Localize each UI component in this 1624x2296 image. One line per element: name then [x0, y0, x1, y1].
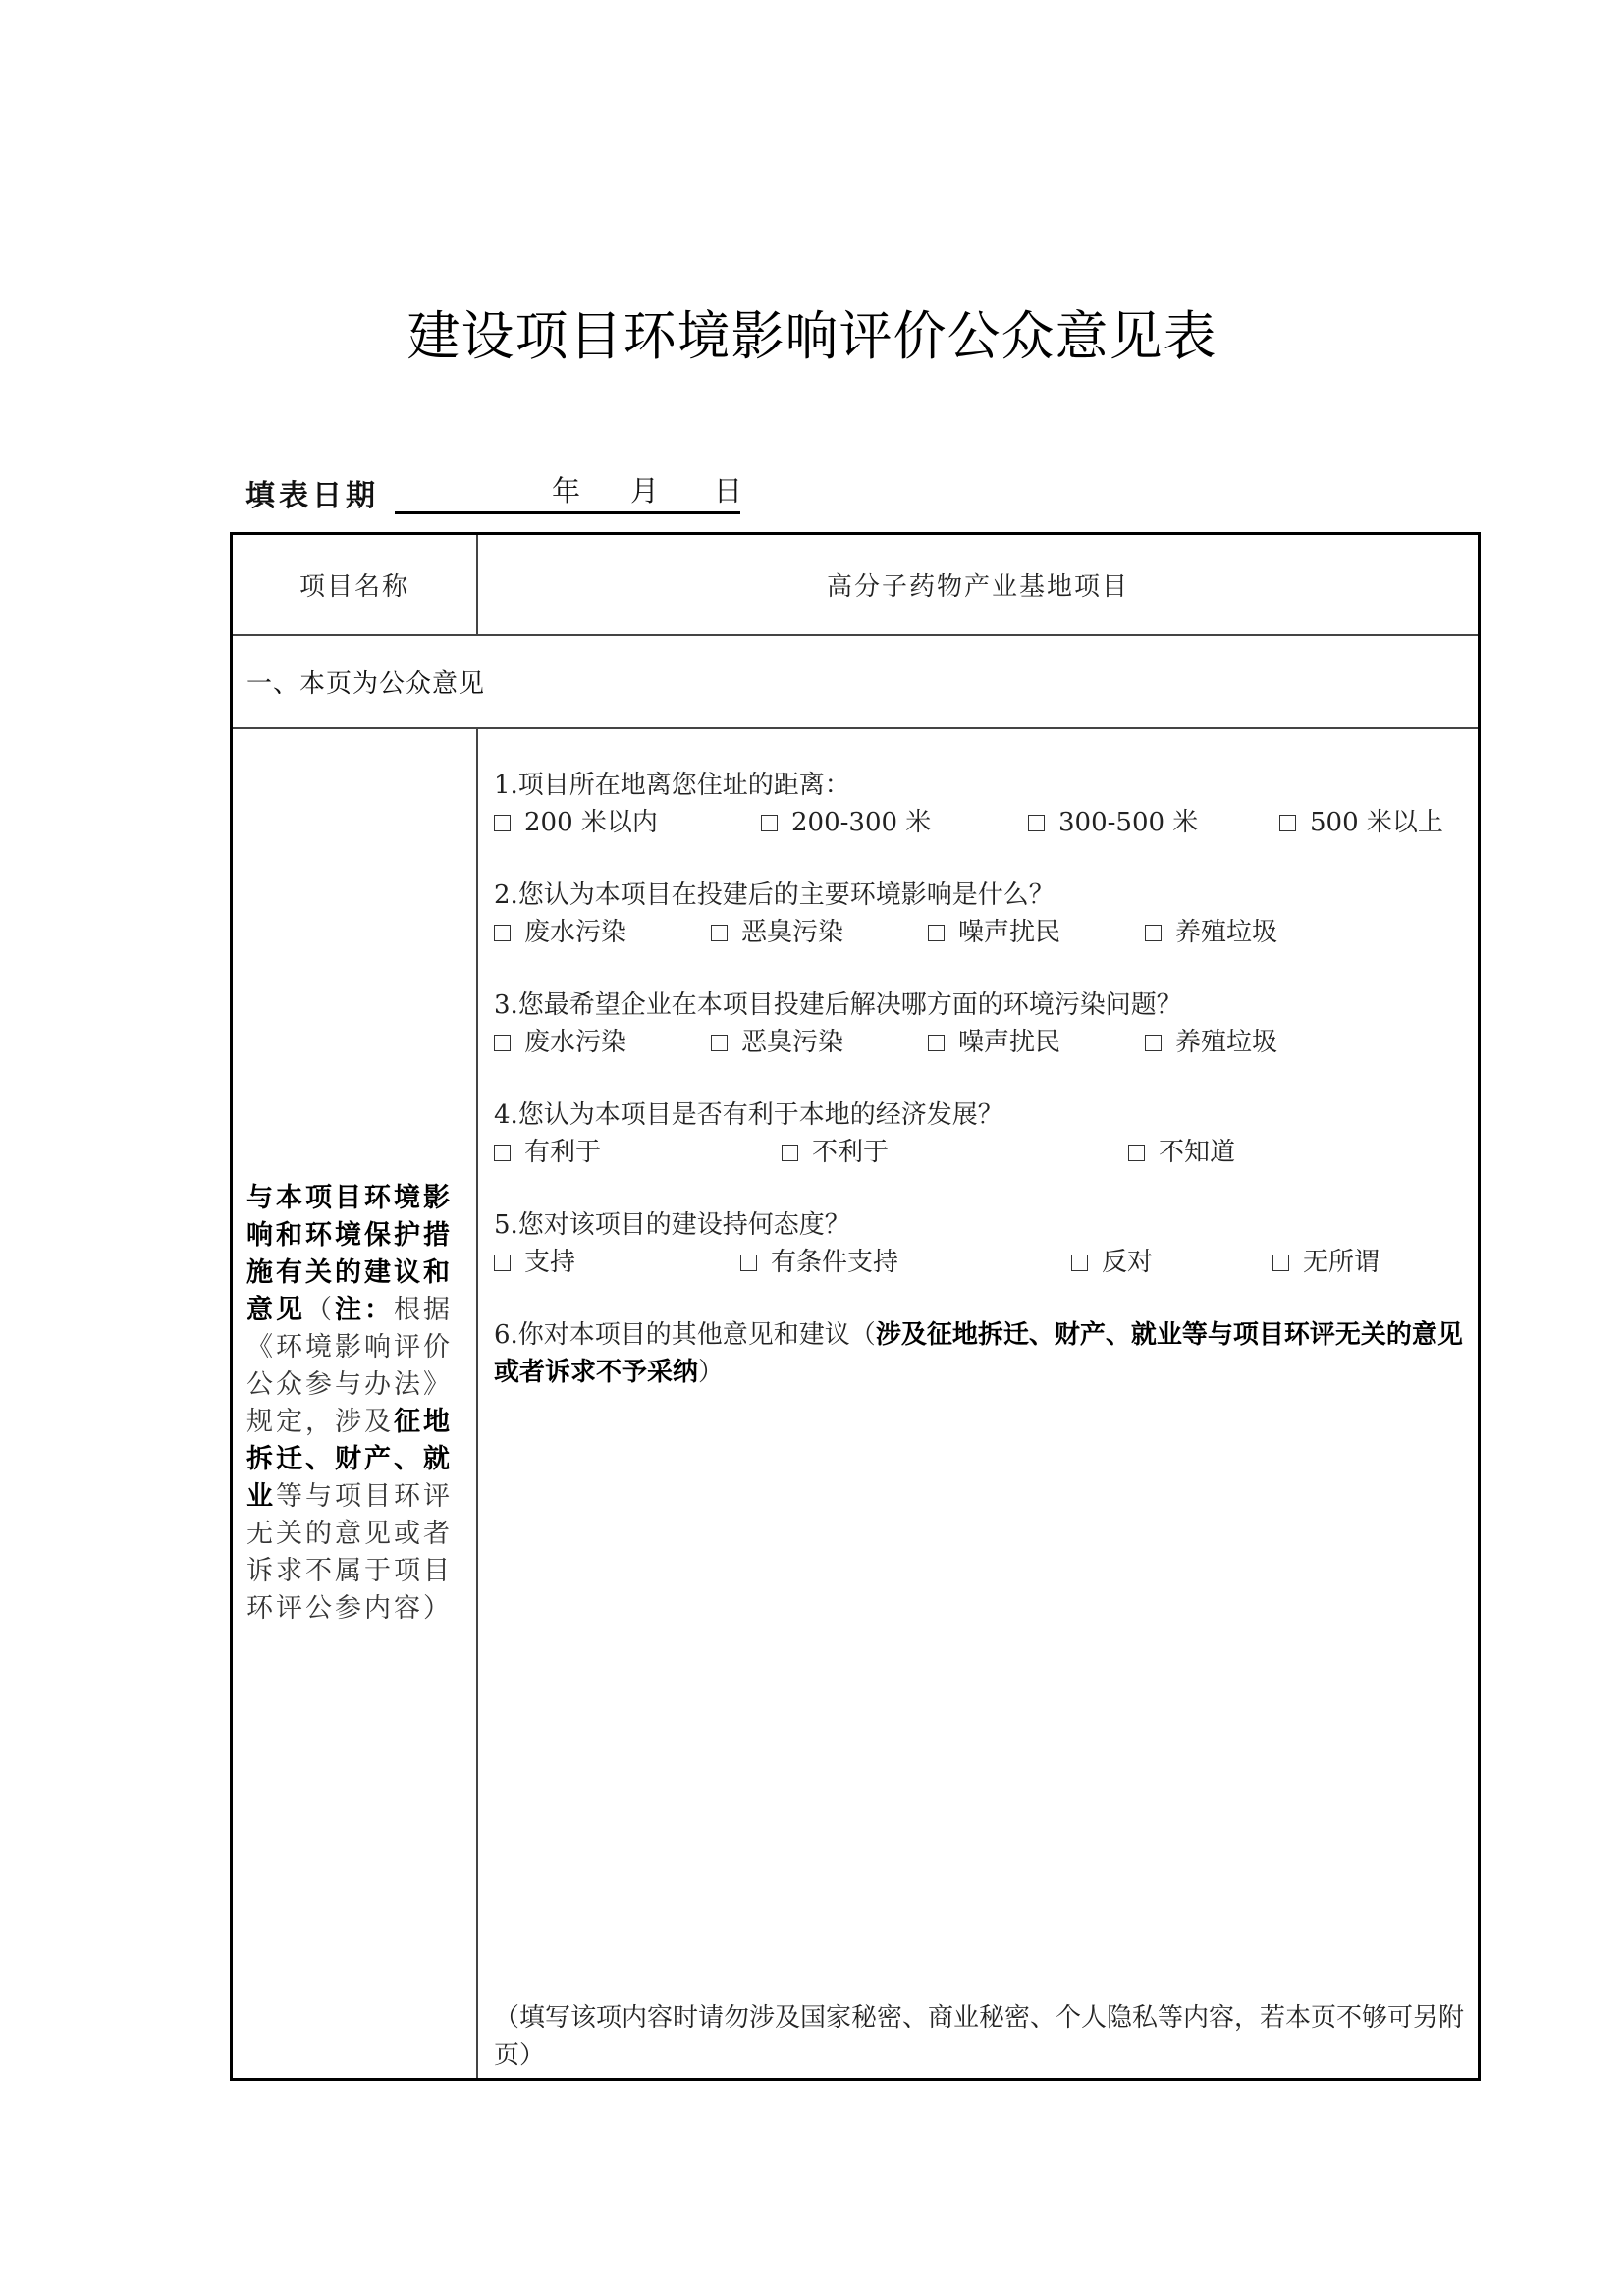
checkbox-icon[interactable]: [494, 925, 511, 941]
fill-date-field[interactable]: [395, 470, 743, 514]
q3-option-4[interactable]: [1145, 1024, 1362, 1061]
date-year-label: 年: [552, 474, 581, 507]
option-label: 200 米以内: [524, 808, 658, 837]
form-title: 建设项目环境影响评价公众意见表: [406, 305, 1218, 367]
q4-option-3[interactable]: [1128, 1134, 1235, 1171]
other-opinions-answer-area[interactable]: [494, 1416, 1466, 1970]
option-label: 有条件支持: [771, 1248, 899, 1277]
question-1: [494, 767, 1466, 841]
q5-option-4[interactable]: [1272, 1244, 1380, 1281]
option-label: 300-500 米: [1058, 808, 1199, 837]
question-5-text: 5.您对该项目的建设持何态度？: [494, 1210, 850, 1240]
question-4: [494, 1096, 1466, 1171]
side-note-note-label: 注：: [335, 1295, 394, 1325]
checkbox-icon[interactable]: [761, 815, 778, 831]
option-label: 噪声扰民: [958, 1028, 1061, 1057]
question-6-close: ）: [698, 1358, 725, 1387]
q5-option-1[interactable]: [494, 1244, 740, 1281]
question-1-text: 1.项目所在地离您住址的距离：: [494, 771, 850, 800]
project-name-label: 项目名称: [298, 572, 409, 602]
q1-option-3[interactable]: [1028, 804, 1279, 841]
option-label: 反对: [1102, 1248, 1154, 1277]
q5-option-3[interactable]: [1071, 1244, 1272, 1281]
q3-option-2[interactable]: [711, 1024, 928, 1061]
project-name-value: 高分子药物产业基地项目: [826, 572, 1129, 602]
option-label: 养殖垃圾: [1175, 1028, 1278, 1057]
section-header-row: [233, 636, 1478, 729]
opinion-form-table: [230, 532, 1481, 2081]
checkbox-icon[interactable]: [1071, 1255, 1088, 1271]
option-label: 无所谓: [1303, 1248, 1380, 1277]
checkbox-icon[interactable]: [494, 1035, 511, 1051]
checkbox-icon[interactable]: [740, 1255, 757, 1271]
q2-option-2[interactable]: [711, 914, 928, 951]
checkbox-icon[interactable]: [711, 925, 728, 941]
option-label: 200-300 米: [791, 808, 932, 837]
checkbox-icon[interactable]: [1145, 1035, 1162, 1051]
side-note-heading: 与本项目环境影响和环境保护措施有关的建议和意见: [246, 1183, 453, 1325]
q1-option-4[interactable]: [1279, 804, 1443, 841]
q2-option-4[interactable]: [1145, 914, 1362, 951]
q5-option-2[interactable]: [740, 1244, 1071, 1281]
checkbox-icon[interactable]: [711, 1035, 728, 1051]
option-label: 废水污染: [524, 918, 627, 947]
section-title: 一、本页为公众意见: [246, 669, 486, 699]
question-3-text: 3.您最希望企业在本项目投建后解决哪方面的环境污染问题？: [494, 990, 1182, 1020]
side-note-emphasis: 征地拆迁、财产、就业: [246, 1407, 453, 1512]
fill-date-line: [245, 469, 743, 514]
question-6: [494, 1316, 1466, 1391]
q4-option-2[interactable]: [782, 1134, 1128, 1171]
question-5: [494, 1206, 1466, 1281]
q2-option-3[interactable]: [928, 914, 1145, 951]
checkbox-icon[interactable]: [494, 1255, 511, 1271]
q4-option-1[interactable]: [494, 1134, 782, 1171]
checkbox-icon[interactable]: [782, 1145, 798, 1161]
side-note-text: 根据《环境影响评价公众参与办法》规定，涉及: [246, 1295, 453, 1437]
checkbox-icon[interactable]: [1028, 815, 1045, 831]
footer-note: （填写该项内容时请勿涉及国家秘密、商业秘密、个人隐私等内容，若本页不够可另附页）: [494, 2003, 1465, 2070]
checkbox-icon[interactable]: [494, 1145, 511, 1161]
q1-option-2[interactable]: [761, 804, 1028, 841]
side-note-text-end: 等与项目环评无关的意见或者诉求不属于项目环评公参内容）: [246, 1481, 453, 1624]
question-list: [494, 767, 1466, 1426]
project-name-row: [233, 535, 1478, 636]
checkbox-icon[interactable]: [1272, 1255, 1289, 1271]
q3-option-3[interactable]: [928, 1024, 1145, 1061]
question-6-emphasis: 涉及征地拆迁、财产、就业等与项目环评无关的意见或者诉求不予采纳: [494, 1320, 1463, 1387]
option-label: 有利于: [524, 1138, 602, 1167]
option-label: 支持: [524, 1248, 576, 1277]
question-3: [494, 987, 1466, 1061]
option-label: 500 米以上: [1310, 808, 1443, 837]
checkbox-icon[interactable]: [1145, 925, 1162, 941]
question-6-text: [494, 1316, 1466, 1391]
q3-option-1[interactable]: [494, 1024, 711, 1061]
question-2-text: 2.您认为本项目在投建后的主要环境影响是什么？: [494, 881, 1055, 910]
side-note-paren: （: [305, 1295, 335, 1325]
option-label: 恶臭污染: [741, 918, 844, 947]
side-note: [246, 729, 468, 2078]
question-6-prompt: 6.你对本项目的其他意见和建议（: [494, 1320, 876, 1350]
option-label: 不知道: [1159, 1138, 1236, 1167]
q1-option-1[interactable]: [494, 804, 761, 841]
date-day-label: 日: [714, 474, 743, 507]
option-label: 养殖垃圾: [1175, 918, 1278, 947]
option-label: 恶臭污染: [741, 1028, 844, 1057]
question-2: [494, 877, 1466, 951]
opinion-body-row: [233, 729, 1478, 2078]
project-name-value-cell: [478, 535, 1478, 634]
option-label: 不利于: [812, 1138, 890, 1167]
questions-cell: [478, 729, 1478, 2078]
checkbox-icon[interactable]: [1128, 1145, 1145, 1161]
question-4-text: 4.您认为本项目是否有利于本地的经济发展？: [494, 1100, 1003, 1130]
checkbox-icon[interactable]: [928, 925, 945, 941]
checkbox-icon[interactable]: [928, 1035, 945, 1051]
checkbox-icon[interactable]: [494, 815, 511, 831]
q2-option-1[interactable]: [494, 914, 711, 951]
fill-date-label: 填表日期: [245, 479, 379, 513]
side-note-cell: [233, 729, 478, 2078]
option-label: 噪声扰民: [958, 918, 1061, 947]
project-name-label-cell: [233, 535, 478, 634]
checkbox-icon[interactable]: [1279, 815, 1296, 831]
date-month-label: 月: [630, 474, 660, 507]
option-label: 废水污染: [524, 1028, 627, 1057]
